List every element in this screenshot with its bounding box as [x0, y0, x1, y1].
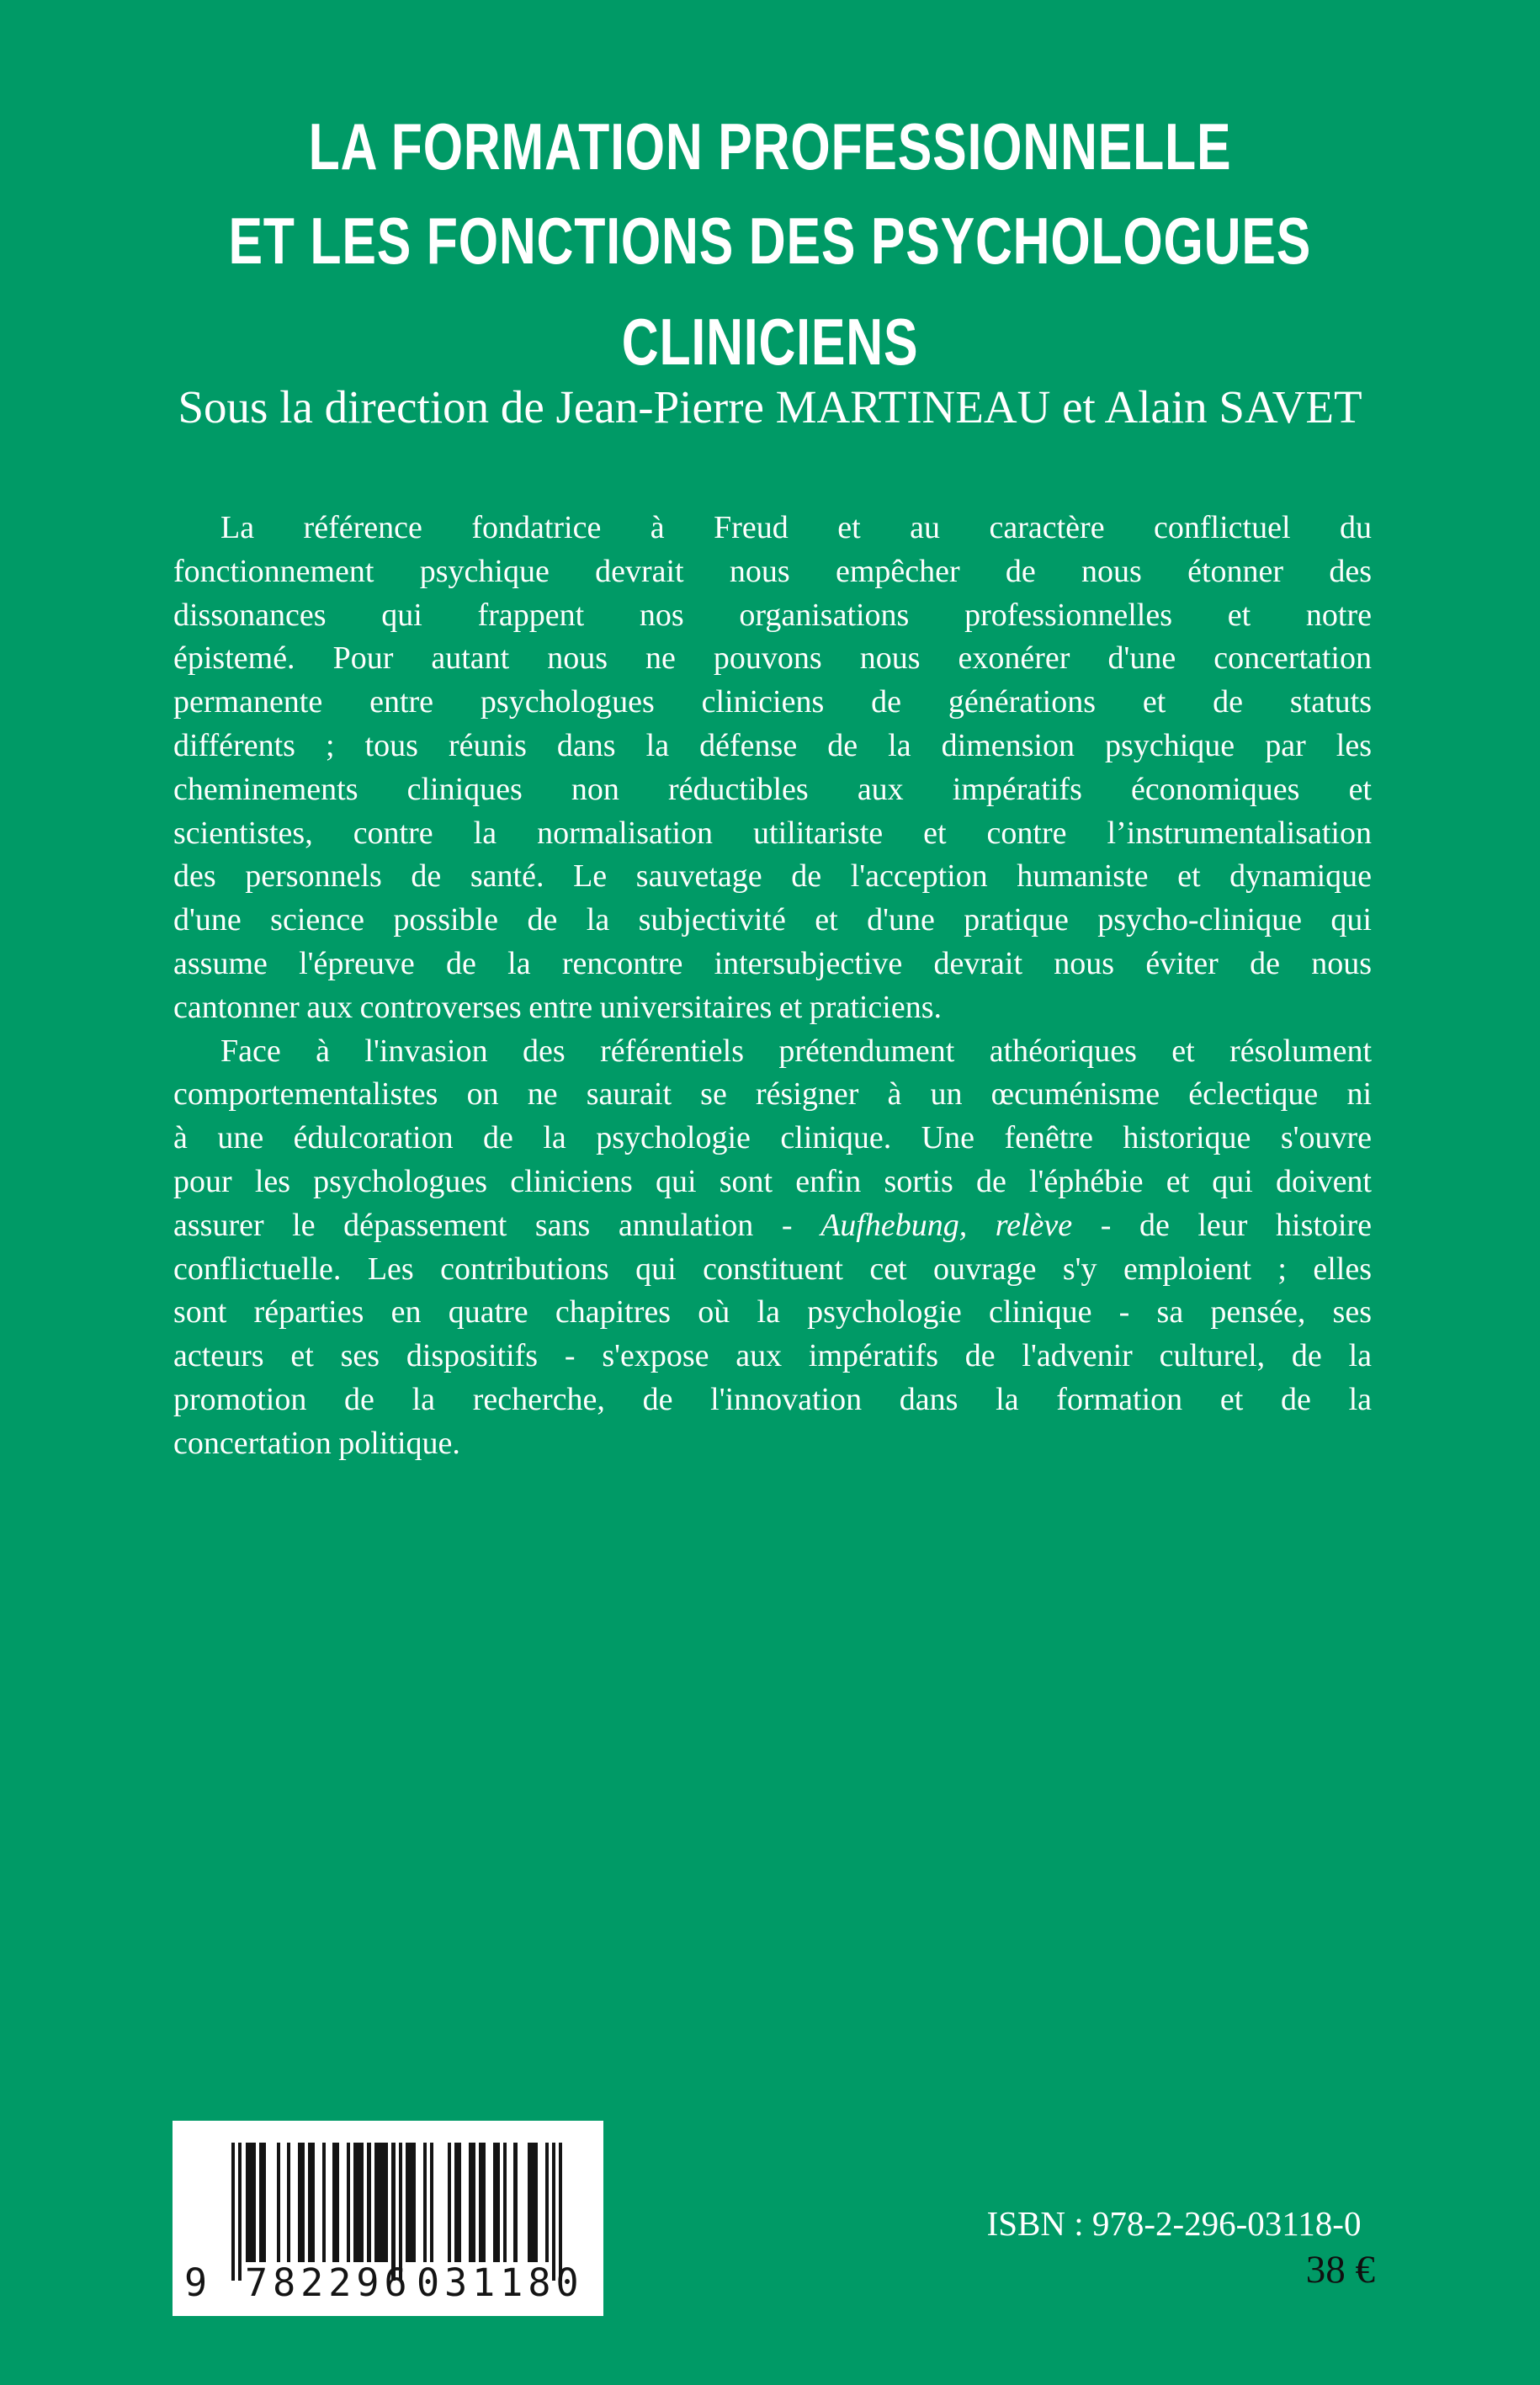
price-text: 38 €: [1305, 2248, 1375, 2292]
paragraph: [173, 507, 1372, 1030]
text-segment: fonctionnement psychique devrait nous empêcher de nous étonner des: [173, 553, 1372, 589]
italic-segment: Aufhebung, relève: [820, 1207, 1073, 1243]
text-line: [173, 1378, 1372, 1422]
back-cover-text: [173, 507, 1372, 1466]
text-segment: différents ; tous réunis dans la défense de la dimension psychique par les: [173, 727, 1372, 763]
barcode-digits: [173, 2260, 603, 2311]
text-line: [173, 1030, 1372, 1074]
text-line: [173, 943, 1372, 986]
text-segment: d'une science possible de la subjectivité et d'une pratique psycho-clinique qui: [173, 902, 1372, 938]
barcode-first-digit: 9: [184, 2260, 208, 2305]
text-line: [173, 812, 1372, 856]
text-segment: promotion de la recherche, de l'innovation dans la formation et de la: [173, 1381, 1372, 1417]
text-segment: dissonances qui frappent nos organisations professionnelles et notre: [173, 597, 1372, 633]
text-segment: assurer le dépassement sans annulation -: [173, 1207, 821, 1243]
text-segment: conflictuelle. Les contributions qui constituent cet ouvrage s'y emploient ; elles: [173, 1251, 1372, 1287]
book-title: [0, 99, 1540, 389]
text-segment: Face à l'invasion des référentiels prétendument athéoriques et résolument: [220, 1033, 1372, 1069]
text-line: [173, 1161, 1372, 1204]
text-segment: à une édulcoration de la psychologie clinique. Une fenêtre historique s'ouvre: [173, 1120, 1372, 1156]
barcode: [173, 2121, 603, 2316]
barcode-left-group: 782296: [245, 2260, 412, 2305]
text-segment: sont réparties en quatre chapitres où la psychologie clinique - sa pensée, ses: [173, 1294, 1372, 1331]
text-segment: - de leur histoire: [1072, 1207, 1372, 1243]
text-line: [173, 899, 1372, 943]
text-line: [173, 855, 1372, 899]
text-line: [173, 507, 1372, 550]
text-line: [173, 550, 1372, 594]
title-line-1: LA FORMATION PROFESSIONNELLE: [308, 109, 1232, 183]
text-segment: scientistes, contre la normalisation utilitariste et contre l’instrumentalisation: [173, 815, 1372, 851]
text-line: [173, 1422, 1372, 1466]
paragraph: [173, 1030, 1372, 1466]
text-line: [173, 681, 1372, 725]
text-segment: épistemé. Pour autant nous ne pouvons nous exonérer d'une concertation: [173, 640, 1372, 677]
text-line: [173, 725, 1372, 768]
text-line: [173, 1291, 1372, 1335]
text-segment: cheminements cliniques non réductibles aux impératifs économiques et: [173, 771, 1372, 807]
text-line: [173, 637, 1372, 681]
text-line: [173, 1073, 1372, 1117]
text-line: [173, 986, 1372, 1030]
barcode-right-group: 031180: [417, 2260, 584, 2305]
text-line: [173, 1248, 1372, 1292]
text-segment: des personnels de santé. Le sauvetage de l'acception humaniste et dynamique: [173, 858, 1372, 895]
text-segment: assume l'épreuve de la rencontre intersubjective devrait nous éviter de nous: [173, 945, 1372, 981]
text-segment: permanente entre psychologues cliniciens de générations et de statuts: [173, 684, 1372, 720]
title-line-3: CLINICIENS: [621, 305, 919, 379]
text-line: [173, 768, 1372, 812]
text-segment: pour les psychologues cliniciens qui sont enfin sortis de l'éphébie et qui doivent: [173, 1163, 1372, 1199]
text-segment: La référence fondatrice à Freud et au caractère conflictuel du: [220, 510, 1372, 545]
isbn-text: ISBN : 978-2-296-03118-0: [986, 2204, 1362, 2243]
text-line: [173, 1335, 1372, 1378]
text-segment: cantonner aux controverses entre universitaires et praticiens.: [173, 989, 943, 1025]
editors-byline: Sous la direction de Jean-Pierre MARTINEAU et Alain SAVET: [178, 381, 1362, 433]
text-line: [173, 594, 1372, 638]
text-segment: concertation politique.: [173, 1425, 460, 1461]
text-segment: acteurs et ses dispositifs - s'expose aux impératifs de l'advenir culturel, de la: [173, 1338, 1372, 1374]
text-line: [173, 1204, 1372, 1248]
text-segment: comportementalistes on ne saurait se résigner à un œcuménisme éclectique ni: [173, 1076, 1372, 1113]
title-line-2: ET LES FONCTIONS DES PSYCHOLOGUES: [228, 204, 1312, 278]
text-line: [173, 1117, 1372, 1161]
